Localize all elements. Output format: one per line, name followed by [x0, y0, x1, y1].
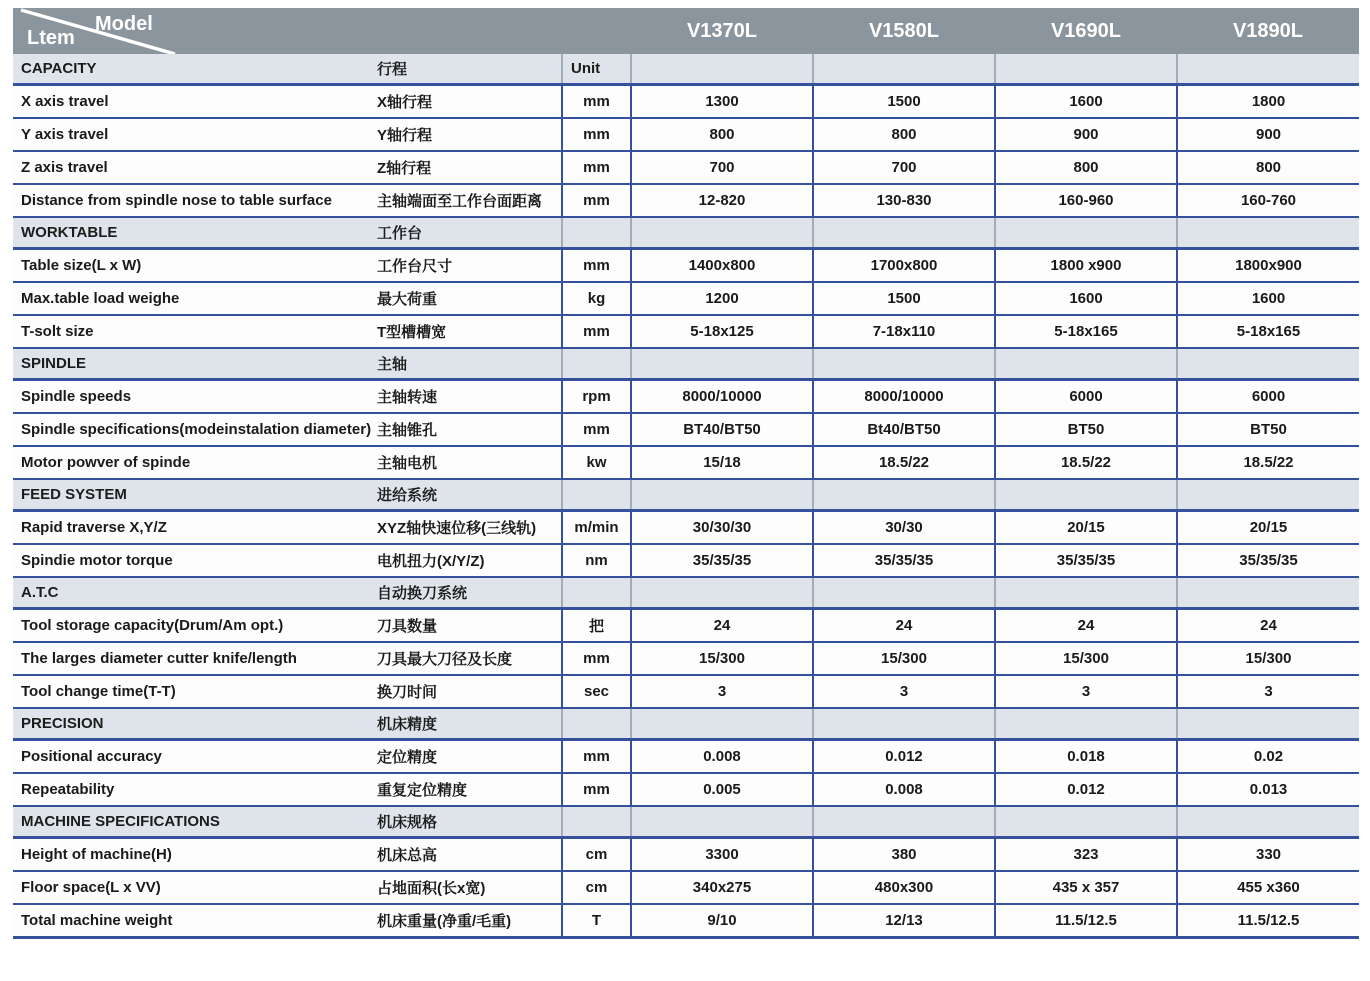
spec-value: 8000/10000 — [813, 380, 995, 414]
spec-value: 15/300 — [995, 642, 1177, 675]
section-unit-header — [562, 577, 631, 609]
spec-value: 24 — [631, 609, 813, 643]
section-title-zh: 机床规格 — [373, 806, 562, 838]
spec-value: 30/30/30 — [631, 511, 813, 545]
section-title-zh: 主轴 — [373, 348, 562, 380]
machine-spec-table — [13, 8, 1359, 939]
section-title-zh: 行程 — [373, 54, 562, 85]
spec-name-zh: 重复定位精度 — [373, 773, 562, 806]
spec-value: 340x275 — [631, 871, 813, 904]
spec-name-zh: 主轴端面至工作台面距离 — [373, 184, 562, 217]
spec-row — [13, 118, 1359, 151]
section-title-en: WORKTABLE — [13, 217, 373, 249]
spec-row — [13, 642, 1359, 675]
spec-name-en: Spindie motor torque — [13, 544, 373, 577]
spec-name-en: Total machine weight — [13, 904, 373, 938]
table-header-row — [13, 8, 1359, 54]
spec-row — [13, 773, 1359, 806]
section-value-cell — [813, 479, 995, 511]
section-value-cell — [813, 217, 995, 249]
spec-row — [13, 413, 1359, 446]
spec-value: 5-18x125 — [631, 315, 813, 348]
spec-value: 24 — [995, 609, 1177, 643]
spec-unit: sec — [562, 675, 631, 708]
spec-value: 5-18x165 — [995, 315, 1177, 348]
spec-name-en: Tool change time(T-T) — [13, 675, 373, 708]
spec-row — [13, 282, 1359, 315]
section-row — [13, 708, 1359, 740]
spec-value: 0.012 — [813, 740, 995, 774]
spec-unit: kw — [562, 446, 631, 479]
spec-name-en: Positional accuracy — [13, 740, 373, 774]
spec-name-zh: 刀具数量 — [373, 609, 562, 643]
spec-value: 0.008 — [813, 773, 995, 806]
spec-value: 24 — [813, 609, 995, 643]
model-column-header: V1370L — [631, 8, 813, 54]
spec-value: 800 — [813, 118, 995, 151]
spec-value: 18.5/22 — [1177, 446, 1359, 479]
spec-unit: cm — [562, 838, 631, 872]
spec-value: 12-820 — [631, 184, 813, 217]
spec-value: 12/13 — [813, 904, 995, 938]
spec-name-zh: 电机扭力(X/Y/Z) — [373, 544, 562, 577]
corner-model-label: Model — [95, 13, 153, 35]
spec-value: 7-18x110 — [813, 315, 995, 348]
section-value-cell — [1177, 806, 1359, 838]
spec-row — [13, 544, 1359, 577]
spec-value: 1600 — [995, 282, 1177, 315]
spec-name-en: Max.table load weighe — [13, 282, 373, 315]
section-value-cell — [631, 348, 813, 380]
section-value-cell — [813, 54, 995, 85]
spec-name-en: Distance from spindle nose to table surface — [13, 184, 373, 217]
spec-name-en: Spindle speeds — [13, 380, 373, 414]
spec-value: 0.013 — [1177, 773, 1359, 806]
spec-value: 160-760 — [1177, 184, 1359, 217]
spec-name-en: T-solt size — [13, 315, 373, 348]
spec-value: 1800x900 — [1177, 249, 1359, 283]
section-title-zh: 工作台 — [373, 217, 562, 249]
spec-value: 1700x800 — [813, 249, 995, 283]
spec-name-zh: 最大荷重 — [373, 282, 562, 315]
section-unit-header — [562, 348, 631, 380]
spec-value: 15/300 — [813, 642, 995, 675]
spec-value: 30/30 — [813, 511, 995, 545]
spec-value: 6000 — [1177, 380, 1359, 414]
section-title-en: MACHINE SPECIFICATIONS — [13, 806, 373, 838]
spec-row — [13, 871, 1359, 904]
spec-unit: 把 — [562, 609, 631, 643]
spec-name-zh: 定位精度 — [373, 740, 562, 774]
spec-name-en: Z axis travel — [13, 151, 373, 184]
spec-name-en: X axis travel — [13, 85, 373, 119]
section-value-cell — [813, 708, 995, 740]
section-value-cell — [1177, 708, 1359, 740]
section-row — [13, 54, 1359, 85]
spec-value: 11.5/12.5 — [995, 904, 1177, 938]
spec-value: 15/18 — [631, 446, 813, 479]
spec-unit: nm — [562, 544, 631, 577]
spec-value: 6000 — [995, 380, 1177, 414]
spec-unit: mm — [562, 413, 631, 446]
spec-value: 18.5/22 — [813, 446, 995, 479]
section-row — [13, 577, 1359, 609]
spec-value: 0.02 — [1177, 740, 1359, 774]
spec-unit: mm — [562, 85, 631, 119]
spec-row — [13, 609, 1359, 643]
spec-name-zh: 主轴锥孔 — [373, 413, 562, 446]
spec-name-zh: 机床总高 — [373, 838, 562, 872]
section-title-en: SPINDLE — [13, 348, 373, 380]
spec-value: 900 — [995, 118, 1177, 151]
spec-row — [13, 85, 1359, 119]
section-value-cell — [631, 217, 813, 249]
spec-value: BT40/BT50 — [631, 413, 813, 446]
spec-name-en: Floor space(L x VV) — [13, 871, 373, 904]
spec-name-en: Rapid traverse X,Y/Z — [13, 511, 373, 545]
section-title-zh: 进给系统 — [373, 479, 562, 511]
spec-value: Bt40/BT50 — [813, 413, 995, 446]
spec-value: 35/35/35 — [631, 544, 813, 577]
model-column-header: V1580L — [813, 8, 995, 54]
section-value-cell — [813, 577, 995, 609]
spec-row — [13, 675, 1359, 708]
spec-value: 900 — [1177, 118, 1359, 151]
spec-name-zh: T型槽槽宽 — [373, 315, 562, 348]
spec-name-zh: 占地面积(长x宽) — [373, 871, 562, 904]
spec-value: 800 — [1177, 151, 1359, 184]
spec-value: 11.5/12.5 — [1177, 904, 1359, 938]
spec-name-zh: XYZ轴快速位移(三线轨) — [373, 511, 562, 545]
section-value-cell — [631, 708, 813, 740]
corner-item-label: Ltem — [27, 27, 75, 49]
section-value-cell — [995, 348, 1177, 380]
section-value-cell — [995, 577, 1177, 609]
spec-value: 3 — [1177, 675, 1359, 708]
spec-value: 9/10 — [631, 904, 813, 938]
section-value-cell — [995, 479, 1177, 511]
spec-value: 480x300 — [813, 871, 995, 904]
spec-row — [13, 315, 1359, 348]
spec-value: 20/15 — [995, 511, 1177, 545]
spec-value: 435 x 357 — [995, 871, 1177, 904]
spec-value: 1300 — [631, 85, 813, 119]
section-value-cell — [1177, 577, 1359, 609]
spec-name-en: Y axis travel — [13, 118, 373, 151]
section-value-cell — [995, 54, 1177, 85]
spec-name-zh: X轴行程 — [373, 85, 562, 119]
spec-row — [13, 249, 1359, 283]
spec-unit: mm — [562, 740, 631, 774]
spec-value: 20/15 — [1177, 511, 1359, 545]
spec-table-body — [13, 54, 1359, 938]
section-title-zh: 自动换刀系统 — [373, 577, 562, 609]
spec-unit: mm — [562, 184, 631, 217]
spec-value: 455 x360 — [1177, 871, 1359, 904]
spec-value: 15/300 — [631, 642, 813, 675]
section-title-en: FEED SYSTEM — [13, 479, 373, 511]
section-unit-header — [562, 479, 631, 511]
spec-value: 323 — [995, 838, 1177, 872]
section-title-en: A.T.C — [13, 577, 373, 609]
spec-value: 3 — [995, 675, 1177, 708]
spec-unit: T — [562, 904, 631, 938]
spec-value: 18.5/22 — [995, 446, 1177, 479]
model-column-header: V1690L — [995, 8, 1177, 54]
spec-row — [13, 740, 1359, 774]
spec-value: 3 — [631, 675, 813, 708]
spec-row — [13, 380, 1359, 414]
spec-unit: mm — [562, 642, 631, 675]
spec-name-zh: 工作台尺寸 — [373, 249, 562, 283]
model-column-header: V1890L — [1177, 8, 1359, 54]
spec-value: 35/35/35 — [995, 544, 1177, 577]
spec-value: 800 — [995, 151, 1177, 184]
spec-value: 0.008 — [631, 740, 813, 774]
spec-value: BT50 — [995, 413, 1177, 446]
spec-value: 1500 — [813, 282, 995, 315]
spec-unit: m/min — [562, 511, 631, 545]
corner-cell — [13, 8, 631, 54]
section-value-cell — [995, 217, 1177, 249]
spec-value: 35/35/35 — [813, 544, 995, 577]
section-row — [13, 217, 1359, 249]
section-value-cell — [631, 54, 813, 85]
section-value-cell — [995, 806, 1177, 838]
section-title-zh: 机床精度 — [373, 708, 562, 740]
spec-name-zh: 主轴转速 — [373, 380, 562, 414]
spec-name-zh: Y轴行程 — [373, 118, 562, 151]
spec-row — [13, 184, 1359, 217]
spec-name-en: Motor powver of spinde — [13, 446, 373, 479]
spec-unit: kg — [562, 282, 631, 315]
spec-value: 0.018 — [995, 740, 1177, 774]
section-row — [13, 806, 1359, 838]
section-unit-header: Unit — [562, 54, 631, 85]
section-value-cell — [1177, 348, 1359, 380]
spec-unit: cm — [562, 871, 631, 904]
spec-value: BT50 — [1177, 413, 1359, 446]
section-row — [13, 348, 1359, 380]
spec-name-en: Spindle specifications(modeinstalation diameter) — [13, 413, 373, 446]
spec-row — [13, 904, 1359, 938]
spec-unit: mm — [562, 249, 631, 283]
spec-value: 35/35/35 — [1177, 544, 1359, 577]
spec-table-container — [13, 8, 1359, 939]
section-title-en: PRECISION — [13, 708, 373, 740]
spec-row — [13, 151, 1359, 184]
section-value-cell — [631, 577, 813, 609]
spec-name-en: Repeatability — [13, 773, 373, 806]
spec-name-en: Tool storage capacity(Drum/Am opt.) — [13, 609, 373, 643]
spec-name-en: The larges diameter cutter knife/length — [13, 642, 373, 675]
spec-value: 0.012 — [995, 773, 1177, 806]
spec-unit: mm — [562, 773, 631, 806]
spec-value: 3 — [813, 675, 995, 708]
section-value-cell — [813, 806, 995, 838]
spec-value: 700 — [631, 151, 813, 184]
spec-name-zh: 换刀时间 — [373, 675, 562, 708]
spec-row — [13, 838, 1359, 872]
spec-value: 1600 — [1177, 282, 1359, 315]
spec-name-zh: 主轴电机 — [373, 446, 562, 479]
spec-value: 15/300 — [1177, 642, 1359, 675]
spec-unit: mm — [562, 151, 631, 184]
spec-name-zh: Z轴行程 — [373, 151, 562, 184]
spec-unit: rpm — [562, 380, 631, 414]
spec-value: 1800 — [1177, 85, 1359, 119]
section-unit-header — [562, 217, 631, 249]
section-value-cell — [631, 806, 813, 838]
spec-unit: mm — [562, 315, 631, 348]
spec-value: 330 — [1177, 838, 1359, 872]
spec-value: 1600 — [995, 85, 1177, 119]
spec-value: 5-18x165 — [1177, 315, 1359, 348]
spec-value: 24 — [1177, 609, 1359, 643]
spec-row — [13, 511, 1359, 545]
spec-value: 0.005 — [631, 773, 813, 806]
spec-unit: mm — [562, 118, 631, 151]
section-unit-header — [562, 806, 631, 838]
spec-value: 380 — [813, 838, 995, 872]
section-value-cell — [631, 479, 813, 511]
spec-value: 700 — [813, 151, 995, 184]
spec-name-en: Table size(L x W) — [13, 249, 373, 283]
spec-value: 1800 x900 — [995, 249, 1177, 283]
spec-value: 130-830 — [813, 184, 995, 217]
spec-name-zh: 刀具最大刀径及长度 — [373, 642, 562, 675]
spec-row — [13, 446, 1359, 479]
spec-value: 8000/10000 — [631, 380, 813, 414]
section-unit-header — [562, 708, 631, 740]
section-row — [13, 479, 1359, 511]
section-value-cell — [1177, 479, 1359, 511]
section-value-cell — [813, 348, 995, 380]
spec-value: 1400x800 — [631, 249, 813, 283]
section-value-cell — [995, 708, 1177, 740]
spec-value: 160-960 — [995, 184, 1177, 217]
spec-name-en: Height of machine(H) — [13, 838, 373, 872]
section-value-cell — [1177, 217, 1359, 249]
spec-value: 3300 — [631, 838, 813, 872]
spec-value: 1200 — [631, 282, 813, 315]
section-title-en: CAPACITY — [13, 54, 373, 85]
section-value-cell — [1177, 54, 1359, 85]
spec-value: 1500 — [813, 85, 995, 119]
spec-name-zh: 机床重量(净重/毛重) — [373, 904, 562, 938]
spec-value: 800 — [631, 118, 813, 151]
